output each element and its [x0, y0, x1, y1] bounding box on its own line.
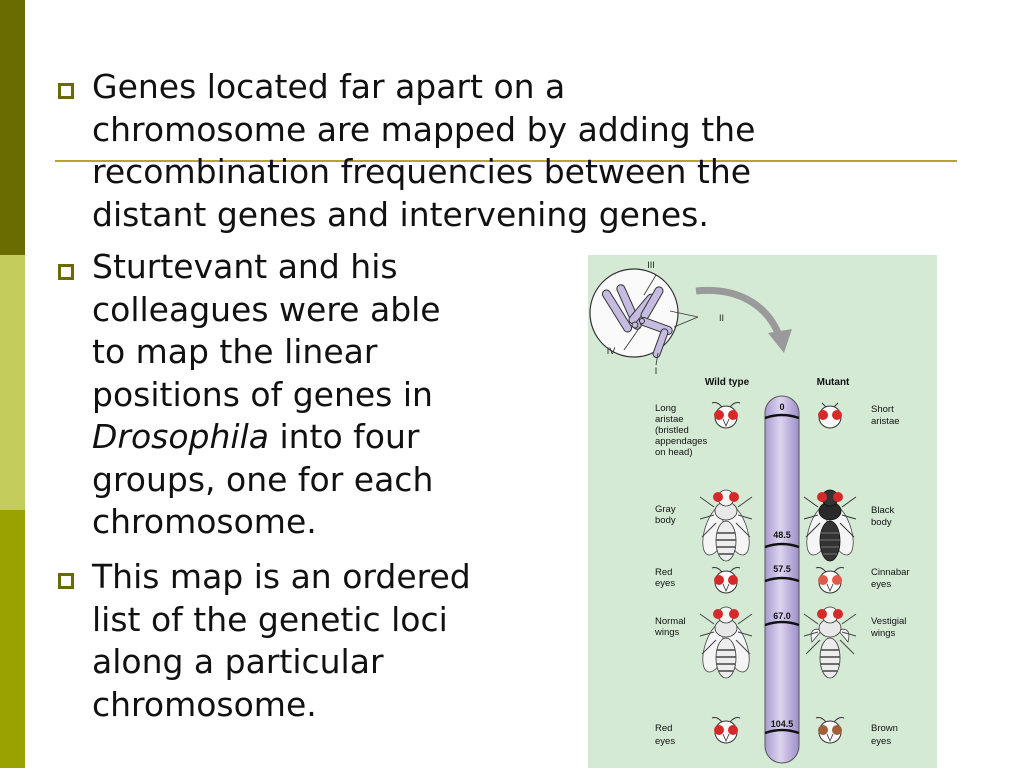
bullet-3-line-1: This map is an ordered: [92, 557, 471, 596]
sidebar-band-bottom: [0, 510, 25, 768]
wild-label-1-line-2: body: [655, 515, 676, 526]
mutant-label-4-line-1: Brown: [871, 723, 898, 734]
mutant-labels: [870, 404, 910, 747]
bullet-2-line-1: Sturtevant and his: [92, 247, 398, 286]
locus-position-3: 67.0: [773, 611, 791, 621]
mutant-label-4-line-2: eyes: [871, 736, 892, 747]
bullet-2-line-5: [92, 416, 441, 459]
bullet-2-line-3: to map the linear: [92, 332, 378, 371]
wild-label-1-line-1: Gray: [655, 504, 676, 515]
bullet-1-line-2: chromosome are mapped by adding the: [92, 109, 756, 149]
wild-label-0-line-1: Long: [655, 403, 677, 414]
wild-fly-gray-body-icon: [698, 490, 755, 561]
wild-fly-head-long-aristae-icon: [712, 403, 740, 429]
mutant-header: Mutant: [816, 377, 850, 388]
sidebar-decoration: [0, 0, 25, 768]
mutant-label-3-line-1: Vestigial: [871, 616, 907, 627]
mutant-fly-vestigial-wings-icon: [804, 607, 856, 678]
arrow-head-icon: [768, 329, 792, 353]
chromosome-label-i: I: [654, 366, 658, 376]
bullet-marker-icon: [58, 264, 74, 280]
bullet-3-line-4: chromosome.: [92, 684, 317, 724]
mutant-label-2-line-2: eyes: [871, 579, 892, 590]
locus-position-0: 0: [779, 402, 785, 412]
locus-position-1: 48.5: [773, 530, 791, 540]
bullet-1-line-4: distant genes and intervening genes.: [92, 194, 709, 234]
wild-fly-head-red-eyes-icon: [712, 568, 740, 594]
bullet-2-line-6: groups, one for each: [92, 459, 434, 499]
sidebar-band-top: [0, 0, 25, 255]
mutant-fly-head-short-aristae-icon: [818, 403, 842, 428]
mutant-label-1-line-1: Black: [871, 505, 895, 516]
species-name: Drosophila: [92, 417, 269, 456]
bullet-1-line-3: recombination frequencies between the: [92, 152, 752, 191]
bullet-2-line-4: positions of genes in: [92, 374, 433, 414]
mutant-label-1-line-2: body: [871, 517, 892, 528]
chromosome-label-iii: III: [647, 260, 655, 270]
wild-label-4-line-1: Red: [655, 723, 673, 734]
mutant-fly-head-cinnabar-eyes-icon: [816, 568, 844, 594]
genetic-map-svg: [588, 255, 937, 768]
mutant-fly-head-brown-eyes-icon: [816, 718, 844, 744]
wild-type-labels: [654, 403, 708, 747]
bullet-3-text: [92, 556, 471, 726]
wild-fly-head-red-eyes-2-icon: [712, 718, 740, 744]
wild-label-0-line-4: appendages: [655, 436, 708, 447]
bullet-marker-icon: [58, 573, 74, 589]
mutant-label-0-line-2: aristae: [871, 416, 900, 427]
bullet-1-line-1: Genes located far apart on a: [92, 67, 566, 106]
locus-position-2: 57.5: [773, 564, 791, 574]
locus-position-4: 104.5: [770, 719, 794, 729]
bullet-2-line-7: chromosome.: [92, 502, 317, 541]
chromosome-label-iv: IV: [606, 346, 616, 356]
wild-type-header: Wild type: [704, 377, 750, 388]
wild-fly-normal-wings-icon: [698, 607, 755, 678]
bullet-marker-icon: [58, 83, 74, 99]
curved-arrow-icon: [696, 290, 778, 333]
mutant-label-3-line-2: wings: [871, 628, 896, 639]
bullet-2-line-2: colleagues were able: [92, 289, 441, 329]
wild-label-0-line-2: aristae: [655, 414, 684, 425]
sidebar-band-middle: [0, 255, 25, 510]
bullet-2-line-5-rest: into four: [268, 417, 420, 456]
bullet-1-text: [92, 66, 755, 236]
wild-label-4-line-2: eyes: [655, 736, 676, 747]
wild-label-0-line-3: (bristled: [655, 425, 689, 436]
wild-label-0-line-5: on head): [655, 447, 693, 458]
mutant-label-0-line-1: Short: [871, 404, 894, 415]
mutant-label-2-line-1: Cinnabar: [871, 567, 910, 578]
wild-label-3-line-1: Normal: [655, 616, 686, 627]
genetic-map-figure: [588, 255, 937, 768]
wild-label-3-line-2: wings: [655, 627, 680, 638]
bullet-2-text: [92, 246, 441, 544]
bullet-3-line-3: along a particular: [92, 642, 384, 681]
chromosome-label-ii: II: [719, 313, 725, 323]
wild-label-2-line-2: eyes: [655, 578, 676, 589]
bullet-3-line-2: list of the genetic loci: [92, 599, 448, 639]
wild-label-2-line-1: Red: [655, 567, 673, 578]
mutant-fly-black-body-icon: [802, 490, 859, 561]
